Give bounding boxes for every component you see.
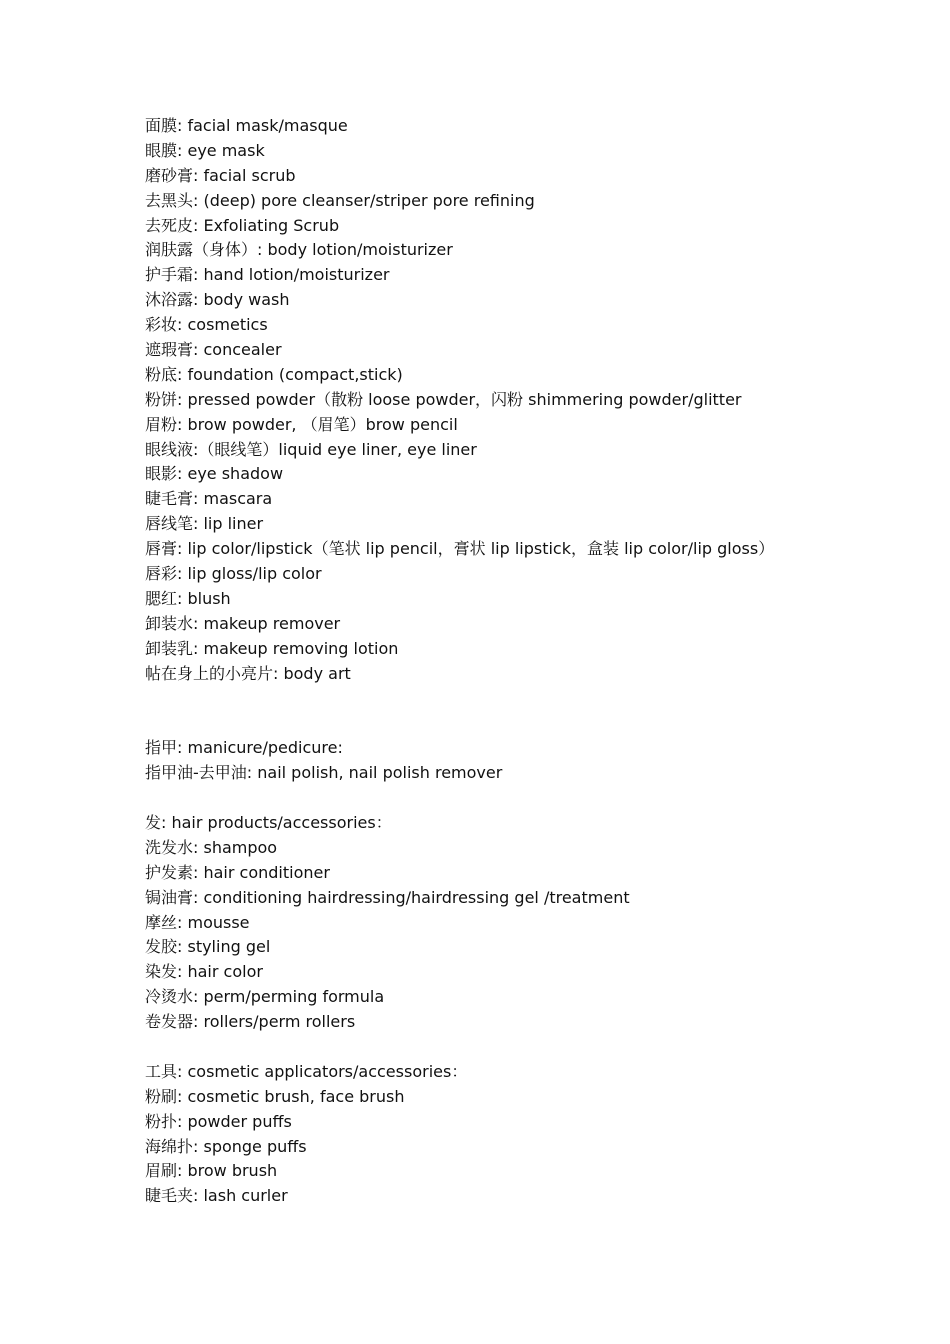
text-line: 工具: cosmetic applicators/accessories：: [145, 1061, 468, 1081]
text-line: 唇线笔: lip liner: [145, 514, 264, 534]
text-line: 摩丝: mousse: [145, 912, 250, 932]
text-line: 洗发水: shampoo: [145, 837, 278, 857]
text-line: 指甲油-去甲油: nail polish, nail polish remover: [145, 763, 503, 783]
text-line: 唇膏: lip color/lipstick（笔状 lip pencil，膏状 lip lipstick，盒装 lip color/lip gloss）: [145, 539, 775, 559]
text-line: 彩妆: cosmetics: [145, 315, 268, 335]
text-line: 去死皮: Exfoliating Scrub: [145, 215, 340, 235]
text-line: 冷烫水: perm/perming formula: [145, 987, 385, 1007]
text-line: 指甲: manicure/pedicure:: [145, 738, 343, 758]
text-line: 沐浴露: body wash: [145, 290, 290, 310]
text-line: 锔油膏: conditioning hairdressing/hairdressing gel /treatment: [145, 887, 630, 907]
text-line: 护手霜: hand lotion/moisturizer: [145, 265, 390, 285]
text-line: 遮瑕膏: concealer: [145, 340, 282, 360]
text-line: 海绵扑: sponge puffs: [145, 1136, 307, 1156]
text-line: 粉刷: cosmetic brush, face brush: [145, 1086, 405, 1106]
text-line: 面膜: facial mask/masque: [145, 116, 348, 135]
blank-line: [145, 1035, 905, 1060]
text-line: 去黑头: (deep) pore cleanser/striper pore refining: [145, 190, 535, 210]
blank-line: [145, 711, 905, 736]
text-line: 润肤露（身体）: body lotion/moisturizer: [145, 240, 453, 260]
text-line: 腮红: blush: [145, 588, 231, 608]
text-line: 粉底: foundation (compact,stick): [145, 364, 403, 384]
text-line: 眉刷: brow brush: [145, 1161, 278, 1181]
text-line: 卷发器: rollers/perm rollers: [145, 1012, 356, 1032]
text-line: 睫毛膏: mascara: [145, 489, 273, 509]
text-line: 发胶: styling gel: [145, 937, 271, 957]
text-line: 睫毛夹: lash curler: [145, 1186, 288, 1206]
blank-line: [145, 686, 905, 711]
text-line: 磨砂膏: facial scrub: [145, 165, 296, 185]
text-line: 发: hair products/accessories：: [145, 812, 392, 832]
text-line: 粉扑: powder puffs: [145, 1111, 292, 1131]
text-line: 护发素: hair conditioner: [145, 862, 330, 882]
blank-line: [145, 786, 905, 811]
text-line: 眼线液:（眼线笔）liquid eye liner, eye liner: [145, 439, 477, 459]
text-line: 粉饼: pressed powder（散粉 loose powder，闪粉 shimmering powder/glitter: [145, 389, 742, 409]
text-line: 染发: hair color: [145, 962, 263, 982]
text-line: 唇彩: lip gloss/lip color: [145, 564, 322, 584]
text-line: 帖在身上的小亮片: body art: [145, 663, 351, 683]
text-line: 卸装乳: makeup removing lotion: [145, 638, 399, 658]
text-line: 卸装水: makeup remover: [145, 613, 341, 633]
text-line: 眼膜: eye mask: [145, 140, 265, 160]
text-line: 眉粉: brow powder, （眉笔）brow pencil: [145, 414, 458, 434]
document-body: [145, 114, 905, 1209]
text-line: 眼影: eye shadow: [145, 464, 284, 484]
